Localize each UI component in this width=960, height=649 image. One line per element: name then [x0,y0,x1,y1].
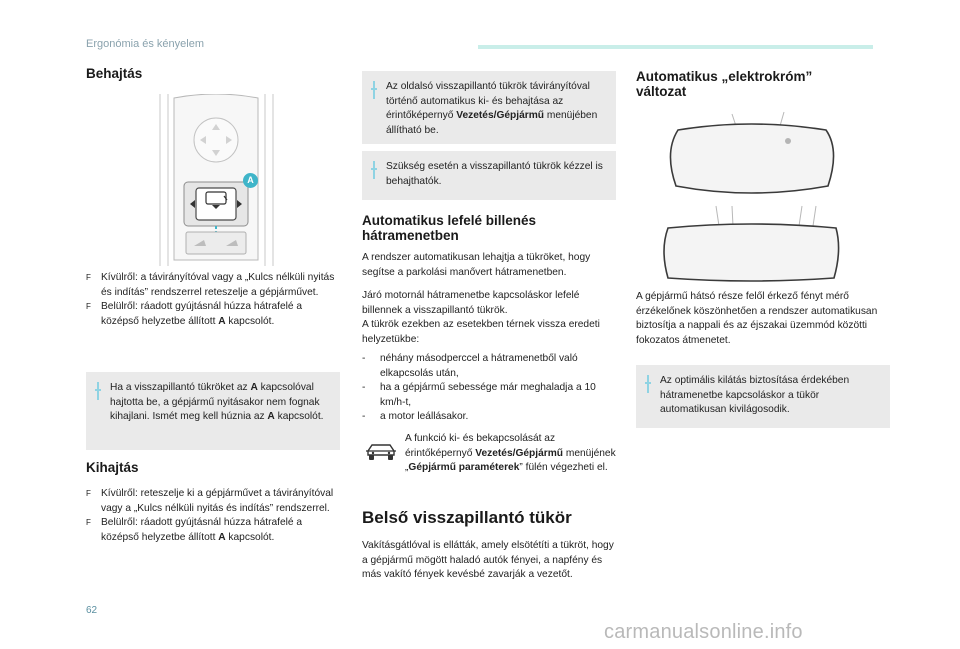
info-note-electrochrome [636,365,890,428]
info-note-manual-fold [362,151,616,200]
info-icon [371,161,377,179]
dash-item [362,352,616,381]
dash-text: ha a gépjármű sebessége már meghaladja a 10 km/h-t, [380,382,596,408]
bullet-item [86,271,340,300]
electrochrome-paragraph: A gépjármű hátsó része felől érkező fényt mérő érzékelőnek köszönhetően a rendszer automatikusan biztosítja a nappali és az éjszakai üzemmód közötti fokozatos átmenetet. [636,291,878,346]
note-text: Szükség esetén a visszapillantó tükrök kézzel is behajthatók. [386,161,603,187]
bullet-bold: A [218,531,226,543]
bullet-item [86,300,340,329]
dash-text: néhány másodperccel a hátramenetből való elkapcsolás után, [380,353,578,379]
car-info-text: A funkció ki- és bekapcsolását az érintőképernyő [405,433,556,459]
section-title-auto-tilt: Automatikus lefelé billenés hátramenetben [362,213,537,243]
callout-a-label: A [247,175,254,185]
mirror-fold-switch-illustration [154,94,279,266]
bullet-text-end: kapcsolót. [225,315,275,327]
car-info-text-end: ” fülén végezheti el. [519,462,608,474]
rear-mirror-svg [656,110,846,285]
note-text-mid: kapcsolóval hajtotta be, a gépjármű nyitásakor nem fognak kihajlani. Ismét meg kell húznia az [110,382,320,423]
bullet-text: Kívülről: reteszelje ki a gépjárművet a távirányítóval vagy a „Kulcs nélküli nyitás és indítás” rendszerrel. [101,488,334,514]
tilt-paragraph-1: A rendszer automatikusan lehajtja a tükröket, hogy segítse a parkolási manővert hátramenetben. [362,252,591,278]
page-number: 62 [86,605,98,616]
section-title-electrochrome: Automatikus „elektrokróm” változat [636,69,813,99]
note-text: Ha a visszapillantó tükröket az [110,382,251,393]
section-title-inner-mirror: Belső visszapillantó tükör [362,508,572,527]
car-icon-svg [365,441,397,463]
bullet-marker: F [86,273,91,282]
unfold-bullet-list [86,487,340,545]
bullet-item [86,516,340,545]
watermark: carmanualsonline.info [604,621,803,643]
info-note-fold [86,372,340,450]
bullet-text: Belülről: ráadott gyújtásnál húzza hátrafelé a középső helyzetbe állított [101,301,303,327]
bullet-text: Belülről: ráadott gyújtásnál húzza hátrafelé a középső helyzetbe állított [101,517,303,543]
tilt-dash-list [362,352,616,425]
dash-marker: - [362,353,366,364]
door-switch-panel-svg [154,94,279,266]
info-icon [371,81,377,99]
bullet-text: Kívülről: a távirányítóval vagy a „Kulcs nélküli nyitás és indítás” rendszerrel reteszelje a gépjárművet. [101,272,335,298]
note-text: Az optimális kilátás biztosítása érdekében hátramenetbe kapcsoláskor a tükör automatikusan kivilágosodik. [660,375,850,416]
car-info-bold: Vezetés/Gépjármű [475,447,564,459]
bullet-marker: F [86,302,91,312]
dash-text: a motor leállásakor. [380,411,469,423]
dash-marker: - [362,382,366,394]
info-icon [95,382,101,400]
electrochrome-mirror-illustration [656,110,846,285]
car-settings-info [405,432,619,476]
dash-item [362,410,616,425]
callout-a-badge [243,173,258,188]
info-note-remote-fold [362,71,616,144]
note-bold-2: A [267,411,275,423]
car-settings-icon [365,441,397,463]
car-info-text-mid: menüjének „ [405,447,616,474]
bullet-bold: A [218,315,226,327]
car-info-bold-2: Gépjármű paraméterek [408,462,520,474]
note-text-end: menüjében állítható be. [386,110,598,136]
note-bold: A [250,382,258,393]
tilt-paragraph-2: Járó motornál hátramenetbe kapcsoláskor lefelé billennek a visszapillantó tükrök. [362,290,580,316]
bullet-marker: F [86,489,91,498]
bullet-item [86,487,340,516]
dash-item [362,381,616,410]
inner-mirror-paragraph: Vakításgátlóval is ellátták, amely elsötétíti a tükröt, hogy a gépjármű mögött haladó autók fényei, a napfény és más vakító fények kevésbé zavarják a vezetőt. [362,540,614,581]
bullet-text-end: kapcsolót. [225,531,275,543]
info-icon [645,375,651,393]
note-text-end: kapcsolót. [274,411,324,423]
note-text: Az oldalsó visszapillantó tükrök távirányítóval történő automatikus ki- és behajtása az érintőképernyő [386,81,590,122]
section-title-fold: Behajtás [86,66,143,81]
running-header: Ergonómia és kényelem [86,38,205,50]
header-rule [478,45,873,49]
tilt-paragraph-3: A tükrök ezekben az esetekben térnek vissza eredeti helyzetükbe: [362,319,600,345]
note-bold: Vezetés/Gépjármű [456,110,545,122]
fold-bullet-list [86,271,340,329]
section-title-unfold: Kihajtás [86,460,139,475]
dash-marker: - [362,411,366,423]
bullet-marker: F [86,518,91,528]
